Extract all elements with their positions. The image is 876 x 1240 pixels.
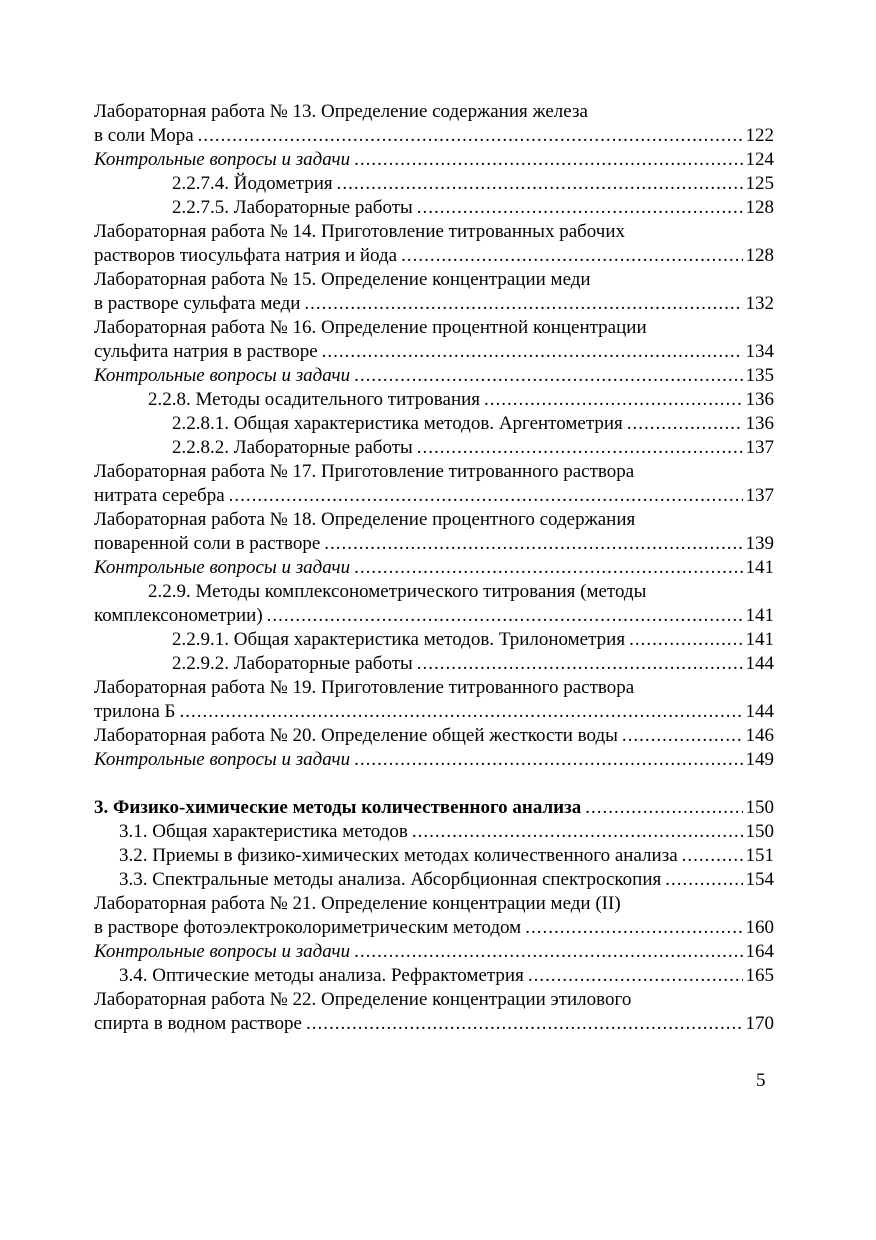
toc-entry: [94, 580, 774, 604]
toc-entry: [94, 268, 774, 292]
toc-entry-title: Лабораторная работа № 21. Определение концентрации меди (II): [94, 893, 621, 914]
toc-entry-title: сульфита натрия в растворе: [94, 341, 318, 362]
toc-entry-page: 128: [745, 197, 774, 218]
dot-leader: [354, 940, 742, 964]
toc-entry: [94, 556, 774, 580]
toc-entry-title: 3.1. Общая характеристика методов: [119, 821, 408, 842]
dot-leader: [484, 388, 742, 412]
dot-leader: [354, 556, 742, 580]
toc-entry: [94, 100, 774, 124]
dot-leader: [229, 484, 743, 508]
toc-entry: [94, 316, 774, 340]
toc-entry-page: 134: [745, 341, 774, 362]
dot-leader: [585, 796, 742, 820]
toc-entry-page: 165: [745, 965, 774, 986]
toc-entry-title: Контрольные вопросы и задачи: [94, 557, 351, 578]
toc-entry-title: 2.2.8. Методы осадительного титрования: [148, 389, 481, 410]
toc-entry: [94, 1012, 774, 1036]
toc-entry-title: Контрольные вопросы и задачи: [94, 365, 351, 386]
toc-entry-page: 136: [745, 413, 774, 434]
toc-entry-page: 144: [745, 701, 774, 722]
toc-entry: [94, 604, 774, 628]
toc-entry: [94, 460, 774, 484]
toc-entry-title: 2.2.8.2. Лабораторные работы: [172, 437, 413, 458]
dot-leader: [198, 124, 743, 148]
toc-entry-title: Контрольные вопросы и задачи: [94, 749, 351, 770]
dot-leader: [179, 700, 742, 724]
toc-entry: [94, 844, 774, 868]
toc-entry-page: 146: [745, 725, 774, 746]
toc-entry-title: 3.3. Спектральные методы анализа. Абсорбционная спектроскопия: [119, 869, 662, 890]
toc-entry-title: Лабораторная работа № 17. Приготовление титрованного раствора: [94, 461, 635, 482]
dot-leader: [622, 724, 743, 748]
dot-leader: [354, 148, 742, 172]
dot-leader: [306, 1012, 743, 1036]
table-of-contents: [94, 100, 774, 1036]
toc-entry: [94, 868, 774, 892]
toc-entry-title: 2.2.9. Методы комплексонометрического титрования (методы: [148, 581, 647, 602]
section-spacer: [94, 772, 774, 796]
toc-entry-page: 137: [745, 437, 774, 458]
toc-entry-page: 128: [745, 245, 774, 266]
toc-entry-page: 160: [745, 917, 774, 938]
toc-entry-page: 137: [745, 485, 774, 506]
toc-entry-title: 2.2.9.2. Лабораторные работы: [172, 653, 413, 674]
toc-entry: [94, 220, 774, 244]
toc-entry-page: 122: [745, 125, 774, 146]
toc-entry-title: 2.2.8.1. Общая характеристика методов. Аргентометрия: [172, 413, 623, 434]
toc-entry-title: Лабораторная работа № 16. Определение процентной концентрации: [94, 317, 647, 338]
toc-entry: [94, 916, 774, 940]
toc-entry-title: Контрольные вопросы и задачи: [94, 149, 351, 170]
dot-leader: [267, 604, 743, 628]
toc-entry-title: 3. Физико-химические методы количественного анализа: [94, 797, 582, 818]
toc-entry-page: 135: [745, 365, 774, 386]
toc-entry: [94, 172, 774, 196]
dot-leader: [528, 964, 743, 988]
toc-entry-page: 170: [745, 1013, 774, 1034]
toc-entry-page: 149: [745, 749, 774, 770]
toc-entry-title: растворов тиосульфата натрия и йода: [94, 245, 398, 266]
toc-entry-title: 2.2.9.1. Общая характеристика методов. Трилонометрия: [172, 629, 626, 650]
toc-entry-title: Лабораторная работа № 22. Определение концентрации этилового: [94, 989, 632, 1010]
toc-entry: [94, 724, 774, 748]
toc-entry-page: 132: [745, 293, 774, 314]
toc-entry-title: нитрата серебра: [94, 485, 225, 506]
toc-entry-page: 151: [745, 845, 774, 866]
toc-entry-page: 124: [745, 149, 774, 170]
toc-entry-title: 2.2.7.4. Йодометрия: [172, 173, 333, 194]
toc-entry: [94, 628, 774, 652]
toc-entry: [94, 436, 774, 460]
toc-entry: [94, 148, 774, 172]
toc-entry-title: в соли Мора: [94, 125, 194, 146]
toc-entry: [94, 820, 774, 844]
toc-entry-title: Лабораторная работа № 15. Определение концентрации меди: [94, 269, 591, 290]
toc-entry-title: в растворе сульфата меди: [94, 293, 301, 314]
toc-entry: [94, 532, 774, 556]
toc-entry-title: 3.2. Приемы в физико-химических методах количественного анализа: [119, 845, 678, 866]
dot-leader: [354, 748, 742, 772]
toc-entry-page: 136: [745, 389, 774, 410]
dot-leader: [412, 820, 743, 844]
toc-entry-page: 144: [745, 653, 774, 674]
toc-entry-title: спирта в водном растворе: [94, 1013, 302, 1034]
toc-entry: [94, 676, 774, 700]
dot-leader: [629, 628, 742, 652]
toc-entry-page: 139: [745, 533, 774, 554]
toc-entry: [94, 508, 774, 532]
dot-leader: [417, 436, 743, 460]
toc-entry-page: 141: [745, 605, 774, 626]
dot-leader: [324, 532, 742, 556]
toc-entry: [94, 412, 774, 436]
toc-entry: [94, 892, 774, 916]
toc-entry: [94, 196, 774, 220]
dot-leader: [665, 868, 742, 892]
toc-entry-title: Лабораторная работа № 13. Определение содержания железа: [94, 101, 588, 122]
dot-leader: [525, 916, 742, 940]
toc-entry: [94, 292, 774, 316]
toc-entry-title: Лабораторная работа № 18. Определение процентного содержания: [94, 509, 636, 530]
toc-entry-page: 125: [745, 173, 774, 194]
toc-entry: [94, 652, 774, 676]
toc-entry: [94, 964, 774, 988]
toc-entry: [94, 244, 774, 268]
toc-entry: [94, 340, 774, 364]
toc-entry: [94, 700, 774, 724]
toc-entry: [94, 388, 774, 412]
toc-entry-title: 3.4. Оптические методы анализа. Рефрактометрия: [119, 965, 524, 986]
toc-entry-title: трилона Б: [94, 701, 176, 722]
toc-entry-page: 154: [745, 869, 774, 890]
toc-entry-title: в растворе фотоэлектроколориметрическим методом: [94, 917, 522, 938]
toc-entry: [94, 748, 774, 772]
dot-leader: [401, 244, 742, 268]
toc-entry-page: 150: [745, 821, 774, 842]
toc-entry: [94, 364, 774, 388]
toc-entry-title: Контрольные вопросы и задачи: [94, 941, 351, 962]
toc-entry-title: поваренной соли в растворе: [94, 533, 321, 554]
page-number: 5: [756, 1070, 766, 1091]
dot-leader: [682, 844, 743, 868]
dot-leader: [627, 412, 743, 436]
dot-leader: [354, 364, 742, 388]
toc-entry: [94, 484, 774, 508]
toc-entry: [94, 796, 774, 820]
toc-entry-title: комплексонометрии): [94, 605, 263, 626]
toc-entry: [94, 988, 774, 1012]
dot-leader: [337, 172, 743, 196]
toc-entry-title: 2.2.7.5. Лабораторные работы: [172, 197, 413, 218]
dot-leader: [417, 652, 743, 676]
toc-entry-page: 150: [745, 797, 774, 818]
dot-leader: [322, 340, 743, 364]
toc-entry: [94, 940, 774, 964]
toc-entry-page: 141: [745, 629, 774, 650]
toc-entry-page: 164: [745, 941, 774, 962]
toc-entry: [94, 124, 774, 148]
toc-entry-title: Лабораторная работа № 20. Определение общей жесткости воды: [94, 725, 618, 746]
toc-entry-title: Лабораторная работа № 14. Приготовление титрованных рабочих: [94, 221, 626, 242]
dot-leader: [417, 196, 743, 220]
toc-entry-page: 141: [745, 557, 774, 578]
dot-leader: [304, 292, 742, 316]
toc-entry-title: Лабораторная работа № 19. Приготовление титрованного раствора: [94, 677, 635, 698]
